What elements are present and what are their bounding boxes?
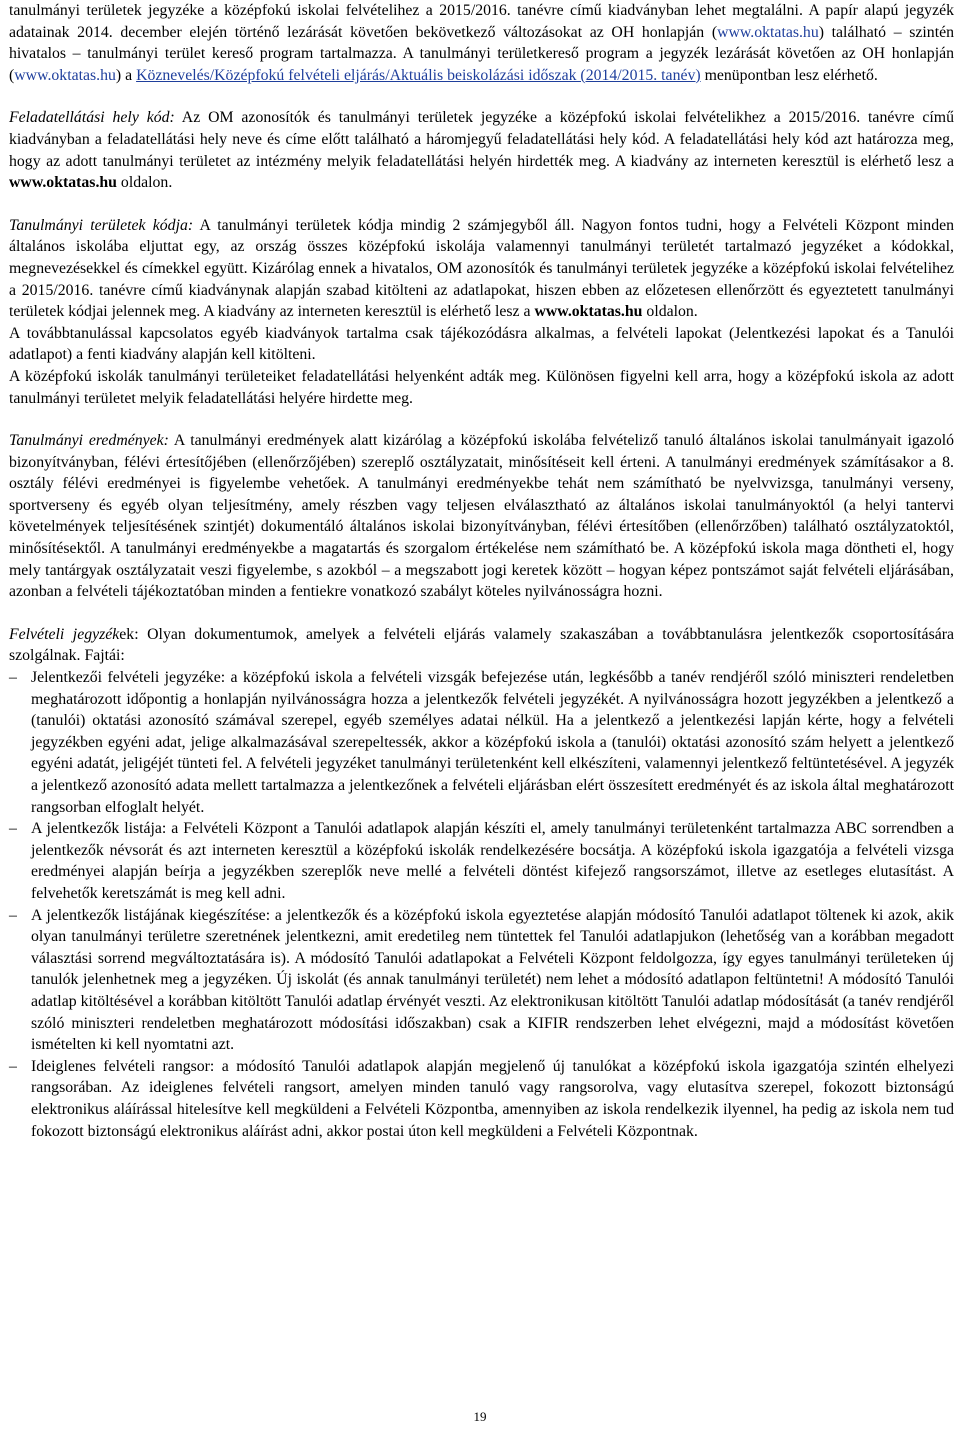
term-label: Feladatellátási hely kód: [9, 109, 175, 127]
text-span: ek: Olyan dokumentumok, amelyek a felvételi eljárás valamely szakaszában a továbbtanulásra jelentkezők csoportosítására szolgálnak. Fajtái: [9, 625, 954, 665]
dash-bullet: – [9, 906, 17, 924]
term-label: Tanulmányi eredmények: [9, 432, 169, 450]
list-item-text: Jelentkezői felvételi jegyzéke: a középfokú iskola a felvételi vizsgák befejezése után, legkésőbb a tanév rendjéről szóló miniszteri rendeletben meghatározott időpontig a honlapján nyilvánosságra hozza a jelentkezők felvételi jegyzékét. A nyilvánosságra hozott jegyzékben a jelentkező a (tanulói) oktatási azonosító számával szerepel, egyéb személyes adatai nélkül. Ha a jelentkező a jelentkezési lapján kérte, hogy a felvételi jegyzékben egyéni adat, jelige alkalmazásával szerepeltessék, akkor a középfokú iskola a (tanulói) oktatási azonosító szám helyett a jelentkező egyéni adatát, jeligéjét tünteti fel. A felvételi jegyzéket tanulmányi területenként kell elkészíteni, valamennyi jelentkező feltüntetésével. A jegyzék a jelentkező azonosító adata mellett tartalmazza a jelentkezőnek a felvételi eljárásban elért összesített eredményét és az iskola által meghatározott rangsorban elfoglalt helyét. [31, 669, 954, 816]
jegyzek-types-list [9, 667, 954, 1142]
text-span: Az OM azonosítók és tanulmányi területek jegyzéke a középfokú iskolai felvételikhez a 2015/2016. tanévre című kiadványban a feladatellátási hely neve és címe előtt található a háromjegyű feladatellátási hely kód. A feladatellátási hely kód azt határozza meg, hogy az adott tanulmányi területet az intézmény melyik feladatellátási helyén hirdették meg. A kiadvány az interneten keresztül is elérhető lesz a [9, 109, 954, 170]
list-item [9, 1056, 954, 1142]
page-number: 19 [473, 1409, 487, 1424]
spacer [9, 86, 954, 107]
text-span: ) található – szintén hivatalos – tanulmányi terület kereső program tartalmazza. A tanulmányi területkereső program a jegyzék lezárását követően az OH honlapján ( [9, 23, 954, 84]
oktatas-bold: www.oktatas.hu [9, 174, 117, 192]
paragraph-feladatellatasi-helyek: A középfokú iskolák tanulmányi területeiket feladatellátási helyenként adták meg. Különösen figyelni kell arra, hogy a középfokú iskola az adott tanulmányi területet melyik feladatellátási helyére hirdette meg. [9, 367, 954, 407]
paragraph-tovabbtanulas: A továbbtanulással kapcsolatos egyéb kiadványok tartalma csak tájékozódásra alkalmas, a felvételi lapokat (Jelentkezési lapokat és a Tanulói adatlapot) a fenti kiadvány alapján kell kitölteni. [9, 324, 954, 364]
term-label: Tanulmányi területek kódja: [9, 216, 194, 234]
list-item [9, 905, 954, 1056]
spacer [9, 194, 954, 215]
term-label: Felvételi jegyzék [9, 625, 120, 643]
list-item [9, 667, 954, 818]
menu-path-link[interactable]: Köznevelés/Középfokú felvételi eljárás/Aktuális beiskolázási időszak (2014/2015. tanév) [136, 66, 701, 84]
text-span: menüpontban lesz elérhető. [700, 66, 878, 84]
dash-bullet: – [9, 820, 17, 838]
text-span: oldalon. [116, 174, 173, 192]
list-item [9, 818, 954, 904]
dash-bullet: – [9, 669, 17, 687]
list-item-text: Ideiglenes felvételi rangsor: a módosító Tanulói adatlapok alapján megjelenő új tanulókat a középfokú iskola igazgatója szintén elhelyezi rangsorában. Az ideiglenes felvételi rangsort, amelyen minden tanuló vagy rangsorolva, vagy elutasítva szerepel, fokozott biztonságú elektronikus aláírással hitelesítve kell megküldeni a Felvételi Központba, amennyiben az iskola rendelkezik ilyennel, ha pedig az iskola nem tud fokozott biztonságú elektronikus aláírást adni, akkor postai úton kell megküldeni a Felvételi Központnak. [31, 1057, 954, 1140]
text-span: A tanulmányi eredmények alatt kizárólag a középfokú iskolába felvételiző tanuló általános iskolai tanulmányait igazoló bizonyítványban, félévi értesítőjében (ellenőrzőjében) szereplő osztályzatait, minősítéseit kell érteni. A tanulmányi eredmények számításakor a 8. osztály félévi eredményei is figyelembe vehetőek. A tanulmányi eredményekbe tehát nem számítható be nyelvvizsga, tanulmányi verseny, sportverseny és egyéb olyan teljesítmény, amely részben vagy teljesen elválasztható az általános iskolai tanulmányoktól (a helyi tantervi követelmények teljesítésének szintjét) dokumentáló általános iskolai bizonyítványban, félévi értesítőben (ellenőrzőben) található osztályzatoktól, minősítésektől. A tanulmányi eredményekbe a magatartás és szorgalom értékelése nem számítható be. A középfokú iskola maga döntheti el, hogy mely tantárgyak osztályzatait veszi figyelembe, s azokból – a megszabott jogi keretek között – hogyan képez pontszámot saját felvételi eljárásában, azonban a felvételi tájékoztatóban minden a fentiekre vonatkozó szabályt köteles nyilvánosságra hozni. [9, 432, 955, 601]
text-span: tanulmányi területek jegyzéke a középfokú iskolai felvételihez a 2015/2016. tanévre című kiadványban lehet megtalálni. A papír alapú jegyzék adatainak 2014. december elején történő lezárását követően bekövetkező változásokat az OH honlapján ( [9, 2, 954, 41]
paragraph-feladatellatasi [9, 107, 954, 193]
text-span: A tanulmányi területek kódja mindig 2 számjegyből áll. Nagyon fontos tudni, hogy a Felvételi Központ minden általános iskolába eljuttat egy, az ország összes középfokú iskolája valamennyi tanulmányi területét tartalmazó jegyzéket a kódokkal, megnevezésekkel és címekkel együtt. Kizárólag ennek a hivatalos, OM azonosítók és tanulmányi területek jegyzéke a középfokú iskolai felvételihez a 2015/2016. tanévre című kiadványnak alapján szabad kitölteni az adatlapokat, hiszen ebben az előzetesen ellenőrzött és egyeztetett tanulmányi területek kódjai jelennek meg. A kiadvány az interneten keresztül is elérhető lesz a [9, 216, 954, 321]
text-span: ) a [115, 66, 137, 84]
dash-bullet: – [9, 1057, 17, 1075]
spacer [9, 603, 954, 624]
list-item-text: A jelentkezők listájának kiegészítése: a jelentkezők és a középfokú iskola egyeztetése alapján módosító Tanulói adatlapot töltenek ki azok, akik olyan tanulmányi területre szeretnének jelentkezni, amit eredetileg nem tüntettek fel Tanulói adatlapjukon (lehetőség van a korábban megadott választási sorrend megváltoztatására is). A módosító Tanulói adatlapokat a Felvételi Központ feldolgozza, így egyes tanulmányi területeken új tanulók jelenhetnek meg a jegyzéken. Új iskolát (és annak tanulmányi területét) nem lehet a módosító adatlapon feltüntetni! A módosító Tanulói adatlap kitöltésével a korábban kitöltött Tanulói adatlap érvényét veszti. Az elektronikusan kitöltött Tanulói adatlap módosítását (a tanév rendjéről szóló miniszteri rendeletben meghatározott módosítási időszakban) csak a KIFIR rendszerben lehet elvégezni, majd a módosítást követően ismételten ki kell nyomtatni azt. [31, 906, 954, 1054]
oktatas-link[interactable]: www.oktatas.hu [14, 66, 116, 84]
paragraph-intro [9, 0, 954, 86]
oktatas-bold: www.oktatas.hu [534, 303, 643, 321]
list-item-text: A jelentkezők listája: a Felvételi Központ a Tanulói adatlapok alapján készíti el, amely tanulmányi területenként tartalmazza ABC sorrendben a jelentkezők névsorát és azt interneten keresztül a középfokú iskolák rendelkezésére bocsátja. A középfokú iskola igazgatója a felvételi vizsga eredményei alapján beírja a jegyzékben szereplők neve mellé a felvételi döntést kifejező rangsorszámot, illetve az esetleges elutasítást. A felvehetők keretszámát is meg kell adni. [31, 820, 954, 902]
paragraph-terulet-kodja [9, 215, 954, 323]
paragraph-tanulmanyi-eredmenyek [9, 430, 954, 603]
spacer [9, 409, 954, 430]
text-span: oldalon. [642, 303, 698, 321]
oktatas-link[interactable]: www.oktatas.hu [717, 23, 819, 41]
document-page [9, 0, 954, 1142]
paragraph-felveteli-jegyzekek [9, 624, 954, 667]
